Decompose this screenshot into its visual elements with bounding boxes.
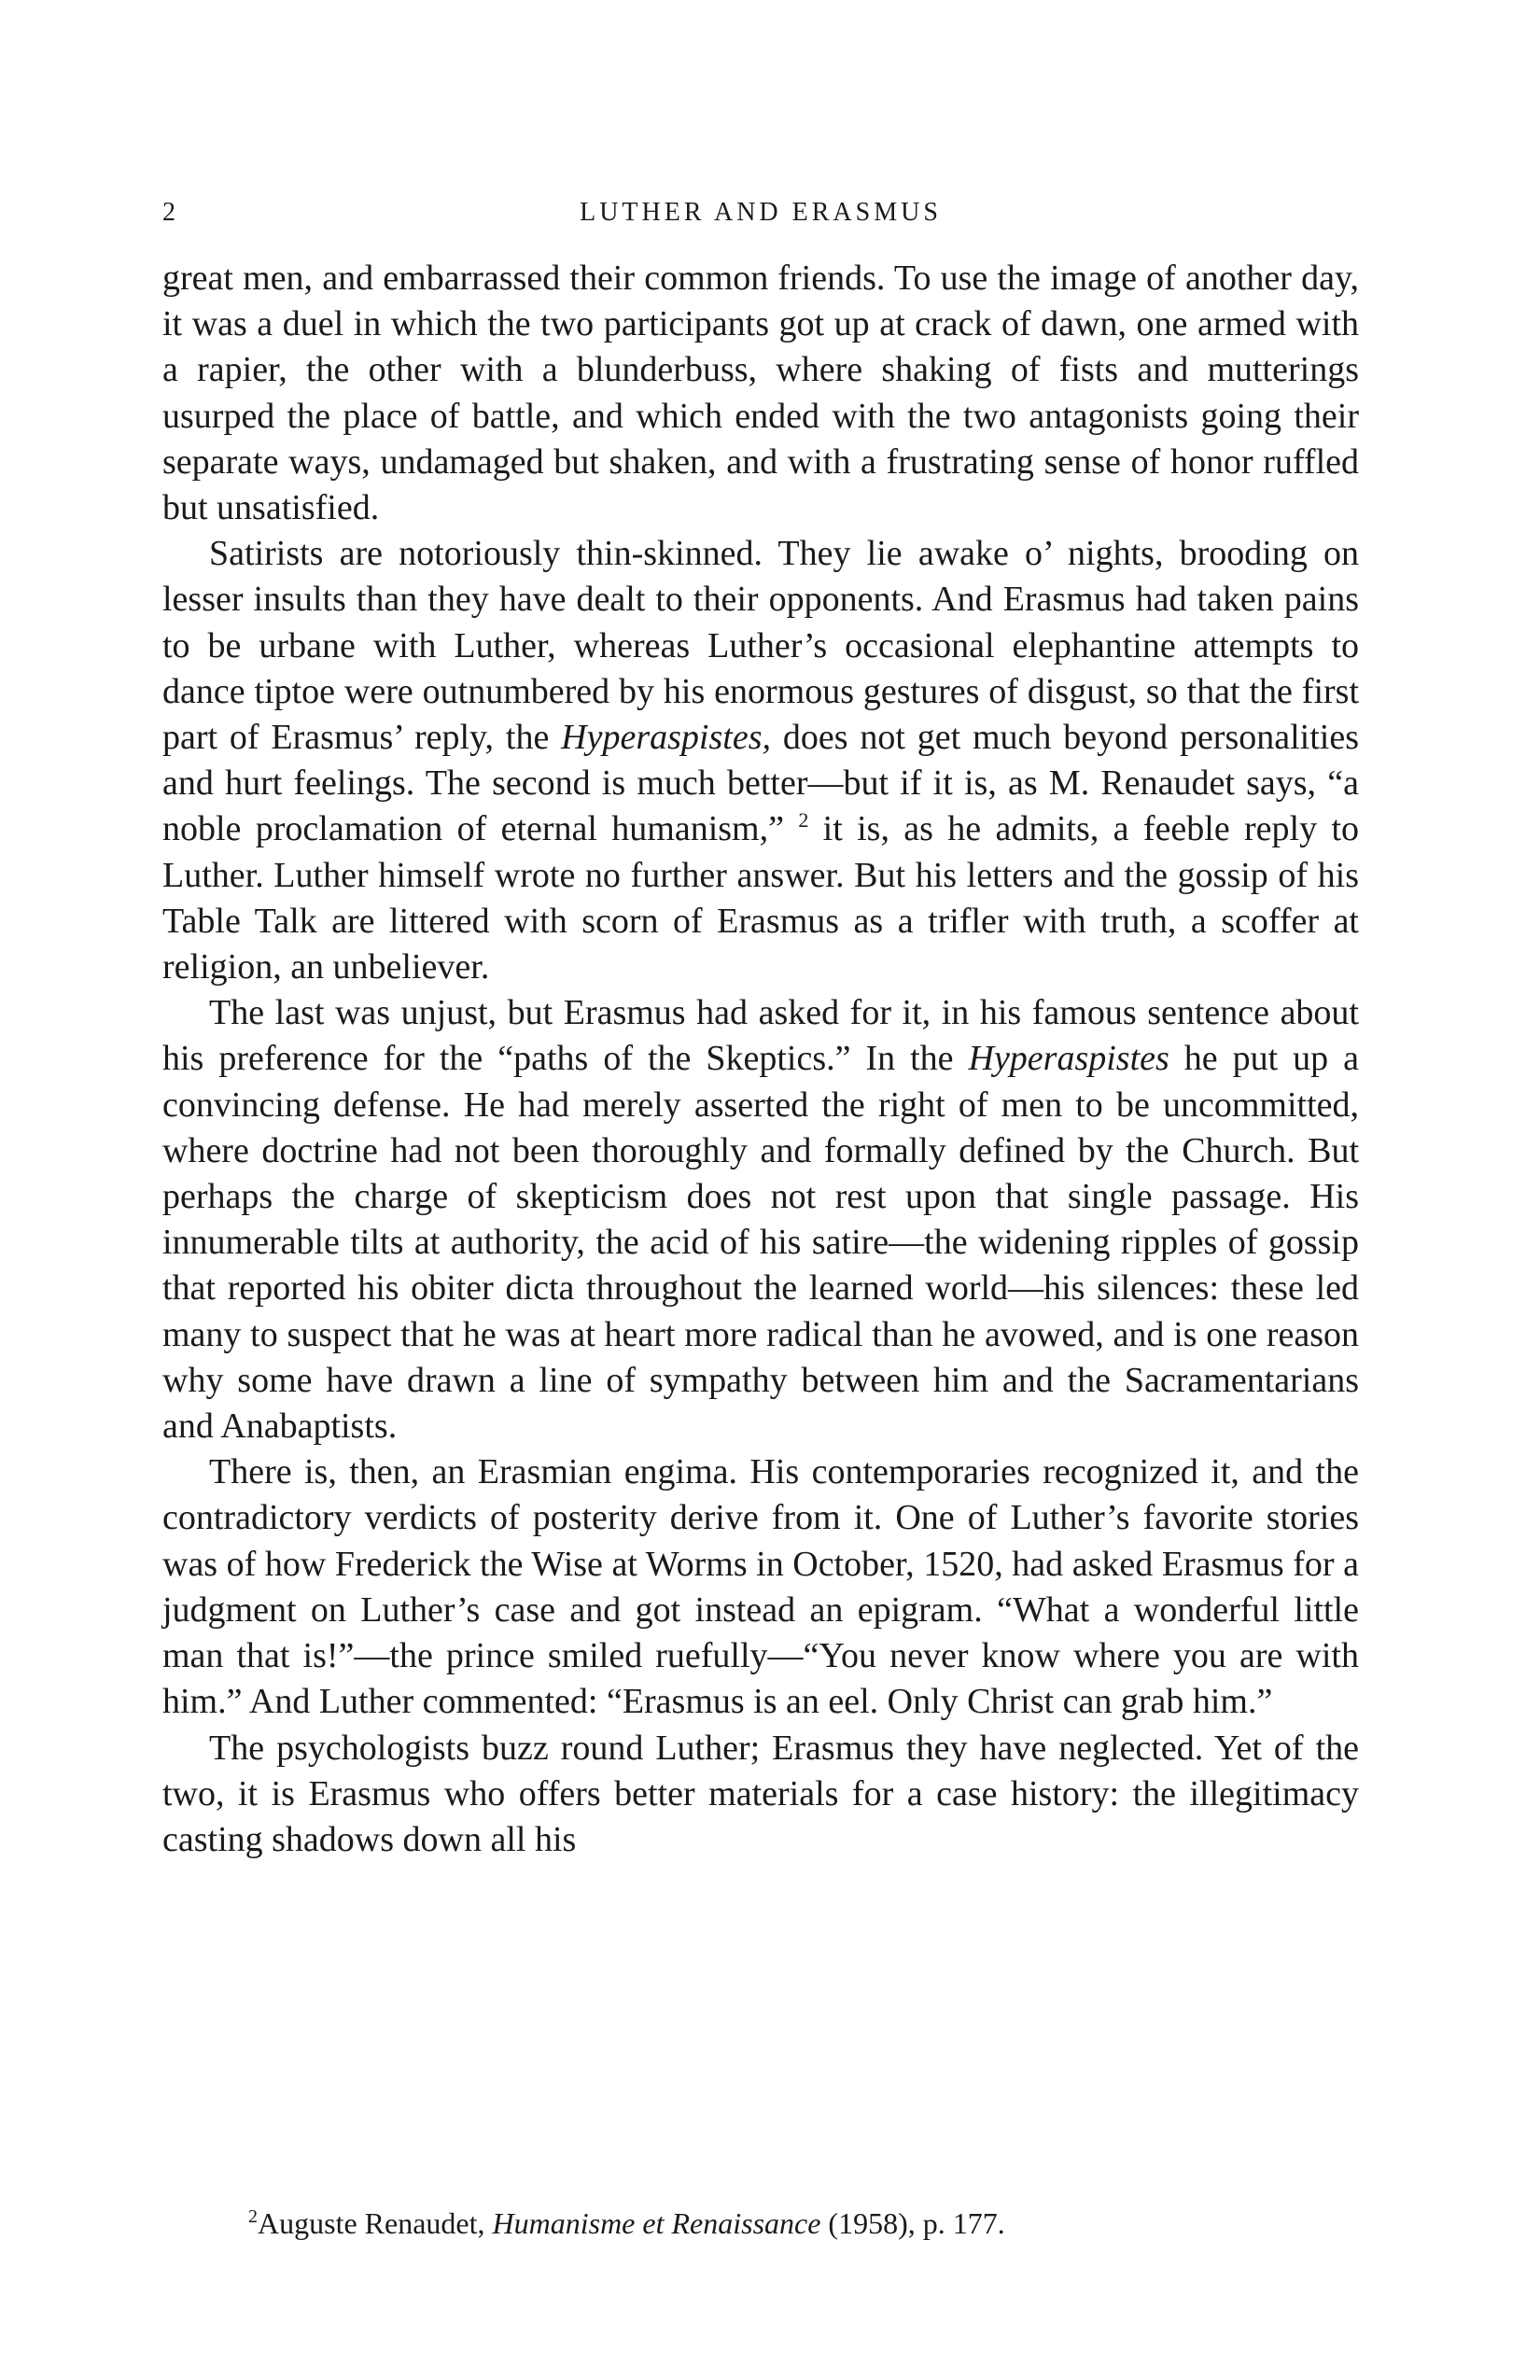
footnote-reference: 2	[798, 808, 809, 833]
paragraph-2-text-c: it is, as he admits, a feeble reply to Luther. Luther himself wrote no further answer. But his letters and the gossip of his Table Talk are littered with scorn of Erasmus as a trifler with truth, a scoffer at religion, an unbeliever.	[162, 809, 1360, 987]
book-page	[162, 0, 1359, 2380]
paragraph-2-text-a: Satirists are notoriously thin-skinned. They lie awake o’ nights, brooding on lesser insults than they have dealt to their opponents. And Erasmus had taken pains to be urbane with Luther, whereas Luther’s occasional elephantine attempts to dance tiptoe were outnumbered by his enormous gestures of disgust, so that the first part of Erasmus’ reply, the	[162, 534, 1359, 758]
paragraph-4	[162, 1449, 1359, 1725]
paragraph-2-text-b: does not get much beyond personalities and hurt feelings. The second is much better—but if it is, as M. Renaudet says, “a noble proclamation of eternal humanism,”	[162, 718, 1359, 849]
paragraph-1-text: great men, and embarrassed their common friends. To use the image of another day, it was a duel in which the two participants got up at crack of dawn, one armed with a rapier, the other with a blunderbuss, where shaking of fists and mutterings usurped the place of battle, and which ended with the two antagonists going their separate ways, undamaged but shaken, and with a frustrating sense of honor ruffled but unsatisfied.	[162, 259, 1359, 528]
footnote	[248, 2205, 1359, 2242]
italic-title-hyperaspistes: Hyperaspistes,	[561, 718, 771, 758]
paragraph-3-text-b: he put up a convincing defense. He had merely asserted the right of men to be uncommitted, where doctrine had not been thoroughly and formally defined by the Church. But perhaps the charge of skepticism does not rest upon that single passage. His innumerable tilts at authority, the acid of his satire—the widening ripples of gossip that reported his obiter dicta throughout the learned world—his silences: these led many to suspect that he was at heart more radical than he avowed, and is one reason why some have drawn a line of sympathy between him and the Sacramentarians and Anabaptists.	[162, 1039, 1359, 1447]
running-title: LUTHER AND ERASMUS	[580, 198, 942, 227]
paragraph-5-text: The psychologists buzz round Luther; Erasmus they have neglected. Yet of the two, it is Erasmus who offers better materials for a case history: the illegitimacy casting shadows down all his	[162, 1728, 1359, 1859]
italic-title-hyperaspistes: Hyperaspistes	[968, 1039, 1169, 1079]
paragraph-3-text-a: The last was unjust, but Erasmus had asked for it, in his famous sentence about his preference for the “paths of the Skeptics.” In the	[162, 993, 1359, 1079]
footnote-marker: 2	[248, 2206, 258, 2227]
paragraph-1	[162, 256, 1359, 531]
page-number: 2	[162, 198, 179, 227]
paragraph-5	[162, 1726, 1359, 1864]
paragraph-3	[162, 990, 1359, 1449]
running-head	[162, 198, 1359, 235]
footnote-author: Auguste Renaudet,	[258, 2206, 493, 2240]
body-text	[162, 256, 1359, 1863]
paragraph-4-text: There is, then, an Erasmian engima. His contemporaries recognized it, and the contradictory verdicts of posterity derive from it. One of Luther’s favorite stories was of how Frederick the Wise at Worms in October, 1520, had asked Erasmus for a judgment on Luther’s case and got instead an epigram. “What a wonderful little man that is!”—the prince smiled ruefully—“You never know where you are with him.” And Luther commented: “Erasmus is an eel. Only Christ can grab him.”	[162, 1452, 1359, 1722]
footnote-details: (1958), p. 177.	[820, 2206, 1005, 2240]
paragraph-2	[162, 531, 1359, 990]
footnote-title: Humanisme et Renaissance	[492, 2206, 821, 2240]
